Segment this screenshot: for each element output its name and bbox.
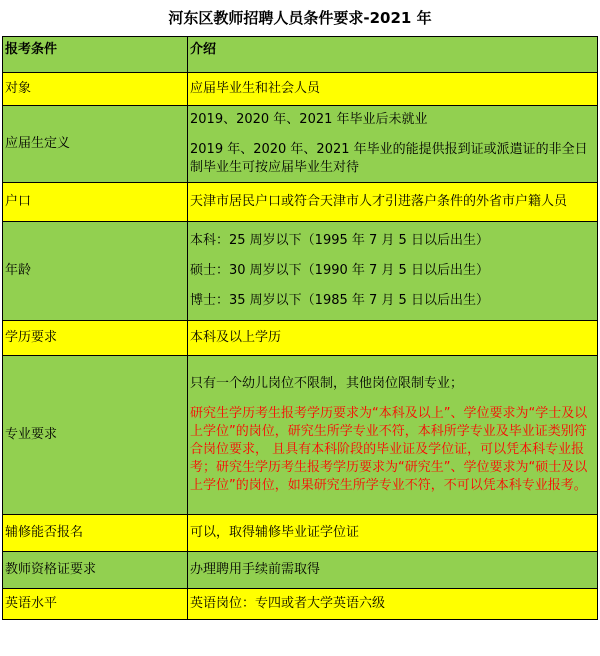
table-row <box>3 321 598 356</box>
row-label: 户口 <box>3 183 188 222</box>
table-row <box>3 552 598 589</box>
table-row <box>3 106 598 183</box>
table-header-row <box>3 37 598 73</box>
table-row <box>3 515 598 552</box>
row-label: 教师资格证要求 <box>3 552 188 589</box>
table-row <box>3 356 598 515</box>
row-value: 英语岗位：专四或者大学英语六级 <box>188 589 598 620</box>
row-value <box>188 222 598 321</box>
row-label: 辅修能否报名 <box>3 515 188 552</box>
table-row <box>3 73 598 106</box>
row-value <box>188 356 598 515</box>
table-row <box>3 222 598 321</box>
row-value: 天津市居民户口或符合天津市人才引进落户条件的外省市户籍人员 <box>188 183 598 222</box>
row-label: 专业要求 <box>3 356 188 515</box>
requirements-table <box>2 36 598 620</box>
row-line: 硕士：30 周岁以下（1990 年 7 月 5 日以后出生） <box>190 263 489 278</box>
page-title: 河东区教师招聘人员条件要求-2021 年 <box>168 9 432 27</box>
red-note: 研究生学历考生报考学历要求为“本科及以上”、学位要求为“学士及以上学位”的岗位，研究生所学专业不符，本科所学专业及毕业证类别符合岗位要求， 且具有本科阶段的毕业证及学位证，可以凭本科专业报考；研究生学历考生报考学历要求为“研究生”、学位要求为“硕士及以上学位”的岗位，如果研究生所学专业不符，不可以凭本科专业报考。 <box>190 406 588 493</box>
row-line: 本科：25 周岁以下（1995 年 7 月 5 日以后出生） <box>190 233 489 248</box>
row-line: 2019 年、2020 年、2021 年毕业的能提供报到证或派遣证的非全日制毕业生可按应届毕业生对待 <box>190 142 588 175</box>
row-label: 英语水平 <box>3 589 188 620</box>
row-value <box>188 106 598 183</box>
row-line: 博士：35 周岁以下（1985 年 7 月 5 日以后出生） <box>190 293 489 308</box>
table-row <box>3 183 598 222</box>
row-value: 办理聘用手续前需取得 <box>188 552 598 589</box>
row-value: 应届毕业生和社会人员 <box>188 73 598 106</box>
row-label: 年龄 <box>3 222 188 321</box>
row-label: 学历要求 <box>3 321 188 356</box>
row-label: 应届生定义 <box>3 106 188 183</box>
header-conditions: 报考条件 <box>3 37 188 73</box>
header-introduction: 介绍 <box>188 37 598 73</box>
row-label: 对象 <box>3 73 188 106</box>
table-row <box>3 589 598 620</box>
row-line: 2019、2020 年、2021 年毕业后未就业 <box>190 112 428 127</box>
row-line: 只有一个幼儿岗位不限制，其他岗位限制专业； <box>190 376 464 391</box>
row-value: 本科及以上学历 <box>188 321 598 356</box>
row-value: 可以，取得辅修毕业证学位证 <box>188 515 598 552</box>
